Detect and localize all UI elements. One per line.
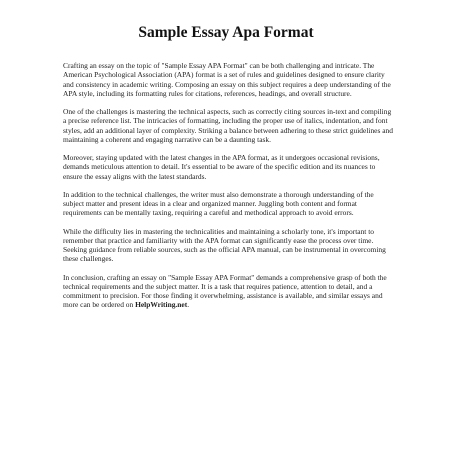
paragraph-conclusion: [63, 273, 393, 310]
document-body: [63, 61, 393, 319]
helpwriting-link[interactable]: HelpWriting.net: [135, 300, 188, 310]
paragraph-updates: Moreover, staying updated with the latest changes in the APA format, as it undergoes occasional revisions, demands meticulous attention to detail. It's essential to be aware of the specific edition and its nuances to ensure the essay aligns with the latest standards.: [63, 153, 380, 181]
paragraph-challenges: One of the challenges is mastering the technical aspects, such as correctly citing sources in-text and compiling a precise reference list. The intricacies of formatting, including the proper use of italics, indentation, and font styles, add an additional layer of complexity. Striking a balance between adhering to these strict guidelines and maintaining a coherent and engaging narrative can be a daunting task.: [63, 107, 393, 144]
conclusion-text: In conclusion, crafting an essay on "Sample Essay APA Format" demands a comprehensive grasp of both the technical requirements and the subject matter. It is a task that requires patience, attention to detail, and a commitment to precision. For those finding it overwhelming, assistance is available, and similar essays and more can be ordered on: [63, 272, 387, 310]
document-title: Sample Essay Apa Format: [138, 24, 314, 41]
paragraph-intro: Crafting an essay on the topic of "Sample Essay APA Format" can be both challenging and intricate. The American Psychological Association (APA) format is a set of rules and guidelines designed to ensure clarity and consistency in academic writing. Composing an essay on this subject requires a deep understanding of the APA style, including its formatting rules for citations, references, headings, and overall structure.: [63, 61, 391, 98]
paragraph-technical: In addition to the technical challenges, the writer must also demonstrate a thorough understanding of the subject matter and present ideas in a clear and organized manner. Juggling both content and format requirements can be mentally taxing, requiring a careful and methodical approach to avoid errors.: [63, 189, 374, 218]
paragraph-difficulty: While the difficulty lies in mastering the technicalities and maintaining a scholarly tone, it's important to remember that practice and familiarity with the APA format can significantly ease the process over time. Seeking guidance from reliable sources, such as the official APA manual, can be instrumental in overcoming these challenges.: [63, 226, 386, 264]
conclusion-end: .: [187, 300, 190, 310]
